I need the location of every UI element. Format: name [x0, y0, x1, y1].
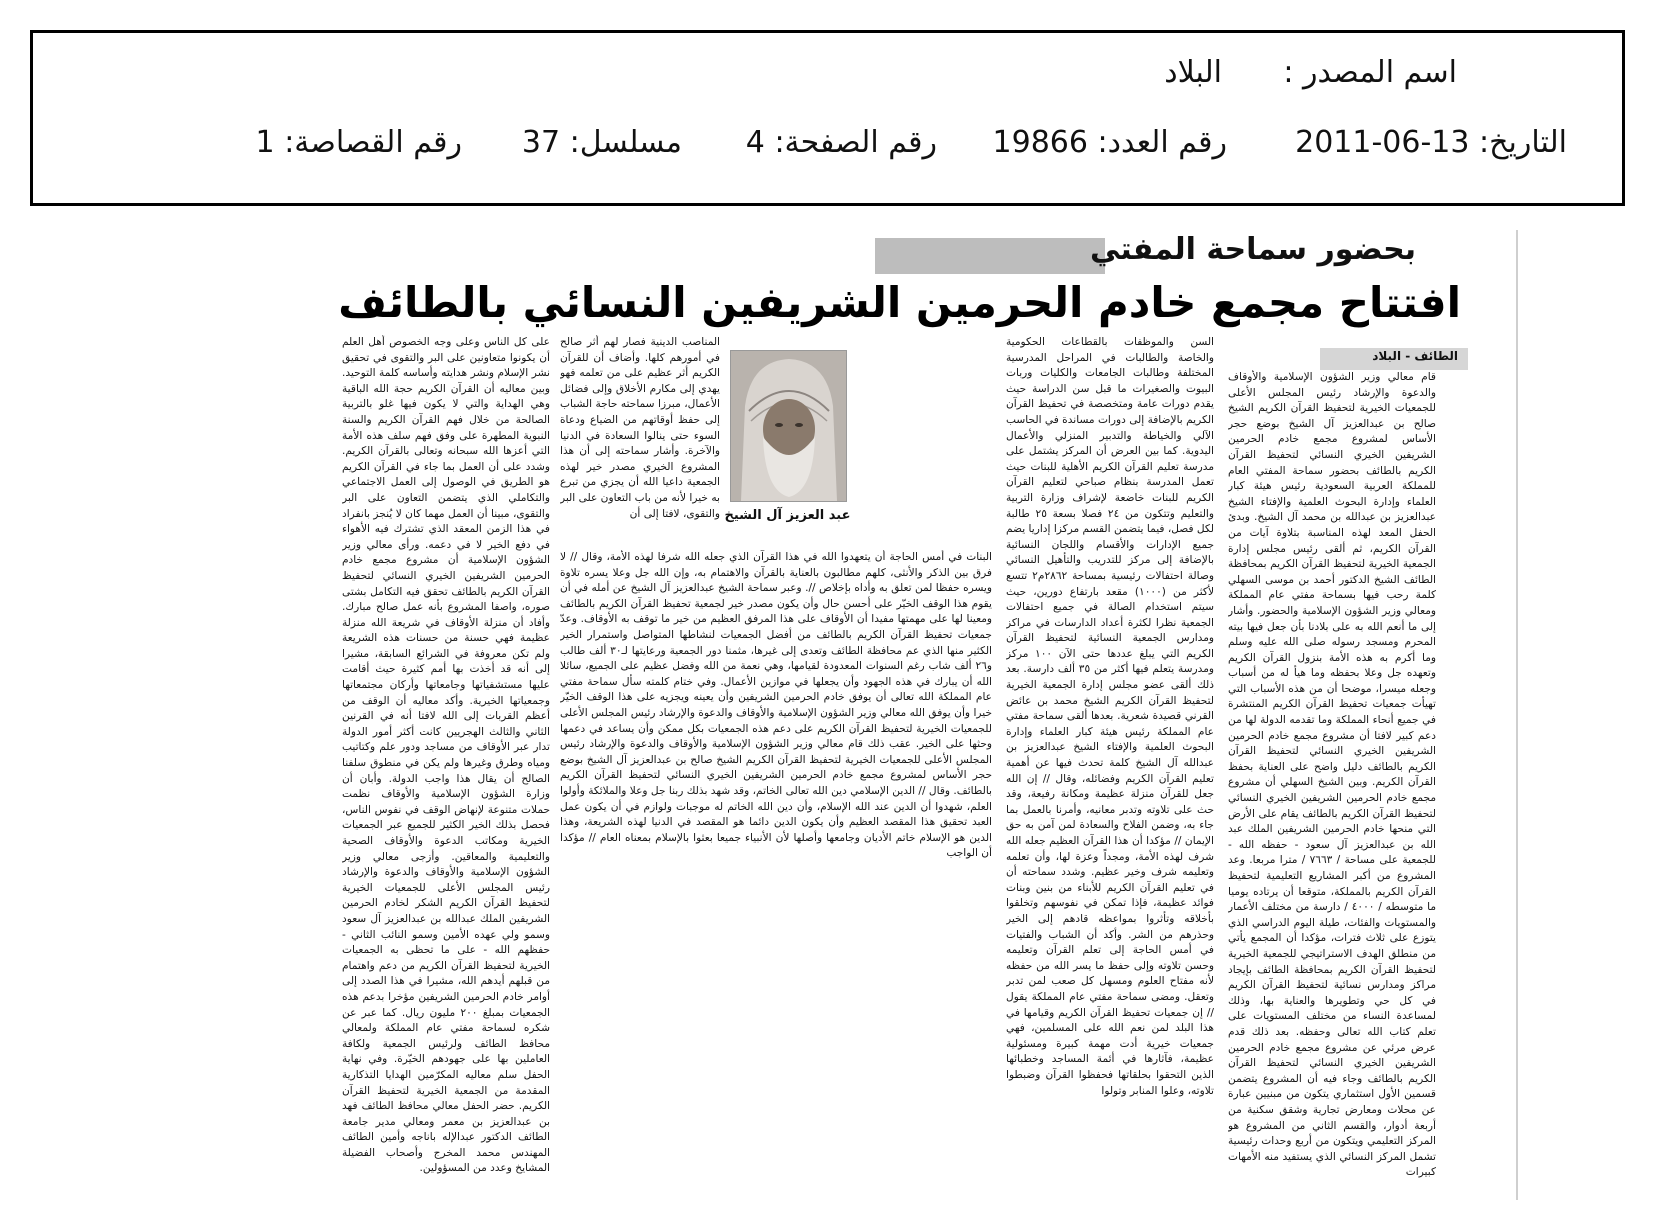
- photo-caption: عبد العزيز آل الشيخ: [724, 508, 851, 523]
- article-kicker: بحضور سماحة المفتي: [1090, 232, 1416, 267]
- newspaper-clipping: [338, 230, 1518, 1200]
- article-column-2: السن والموظفات بالقطاعات الحكومية والخاصة والطالبات في المراحل المدرسية المختلفة وطالبات الجامعات والكليات وربات البيوت والصغيرات ما قبل سن الدراسة حيث يقدم دورات عامة ومتخصصة في تحفيظ القرآن الكريم بالإضافة إلى دورات مساندة في الحاسب الآلي والخياطة والتدبير المنزلي والأعمال اليدوية. كما بين العرض أن المركز يشتمل على مدرسة تعليم القرآن الكريم الأهلية للبنات حيث تعمل المدرسة بنظام صباحي لتعليم القرآن الكريم للبنات خاضعة لإشراف وزارة التربية والتعليم وتتكون من ٢٤ فصلا بسعة ٢٥ طالبة لكل فصل، فيما يتضمن القسم مركزا إداريا يضم جميع الإدارات والأقسام واللجان النسائية بالإضافة إلى مركز للتدريب والتأهيل النسائي وصالة احتفالات رئيسية بمساحة ٢٨٦٢م٢ تتسع لأكثر من (١٠٠٠) مقعد بارتفاع دورين، حيث سيتم استخدام الصالة في جميع احتفالات الجمعية نظرا لكثرة أعداد الدارسات في مراكز ومدارس الجمعية النسائية لتحفيظ القرآن الكريم التي يبلغ عددها حتى الآن ١٠٠ مركز ومدرسة يتعلم فيها أكثر من ٣٥ ألف دارسة. بعد ذلك ألقى عضو مجلس إدارة الجمعية الخيرية لتحفيظ القرآن الكريم الشيخ محمد بن عائض القرني قصيدة شعرية. بعدها ألقى سماحة مفتي عام المملكة رئيس هيئة كبار العلماء وإدارة البحوث العلمية والإفتاء الشيخ عبدالعزيز بن عبدالله آل الشيخ كلمة تحدث فيها عن أهمية تعليم القرآن الكريم وفضائله، وقال // إن الله جعل للقرآن منزلة عظيمة ومكانة رفيعة، وقد حث على تلاوته وتدبر معانيه، وأمرنا بالعمل بما جاء به، وضمن الفلاح والسعادة لمن آمن به حق الإيمان // مؤكدا أن هذا القرآن العظيم جعله الله شرف لهذه الأمة، ومجداً وعزة لها، وأن تعلمه وتعليمه شرف وخير عظيم. وشدد سماحته أن في تعليم القرآن الكريم للأبناء من بنين وبنات فوائد عظيمة، فإذا تمكن في نفوسهم وتخلقوا بأخلاقه وتأثروا بمواعظه قادهم إلى الخير وحذرهم من الشر. وأكد أن الشباب والفتيات في أمس الحاجة إلى تعلم القرآن وتعليمه وحسن تلاوته وإلى حفظ ما يسر الله من حفظه لأنه مفتاح العلوم ومسهل كل صعب لمن تدبر وتعقل. ومضى سماحة مفتي عام المملكة يقول // إن جمعيات تحفيظ القرآن الكريم وقيامها في هذا البلد لمن نعم الله على المسلمين، فهي جمعيات خيرية أدت مهمة كبيرة ومسئولية عظيمة، فآثارها في أئمة المساجد وخطبائها الذين التحقوا بحلقاتها فحفظوا القرآن وضبطوا تلاوته، وعلوا المنابر وتولوا: [1006, 336, 1214, 1097]
- date-label: التاريخ:: [1479, 125, 1567, 160]
- kicker-highlight: [875, 238, 1105, 274]
- article-column-4: المناصب الدينية فصار لهم أثر صالح في أمورهم كلها. وأضاف أن للقرآن الكريم أثر عظيم على من تعلمه فهو يهدي إلى مكارم الأخلاق وإلى فضائل الأعمال، مبرزا سماحته حاجة الشباب إلى حفظ أوقاتهم من الضياع ودعاة السوء حتى ينالوا السعادة في الدنيا والآخرة. وأشار سماحته إلى أن هذا المشروع الخيري مصدر خير لهذه الجمعية داعيا الله أن يجزي من تبرع به خيرا لأنه من باب التعاون على البر والتقوى، لافتا إلى أن: [560, 336, 720, 520]
- source-value: البلاد: [1164, 55, 1222, 90]
- issue-label: رقم العدد:: [1097, 125, 1227, 160]
- article-column-1: قام معالي وزير الشؤون الإسلامية والأوقاف والدعوة والإرشاد رئيس المجلس الأعلى للجمعيات الخيرية لتحفيظ القرآن الكريم الشيخ صالح بن عبدالعزيز آل الشيخ بوضع حجر الأساس لمشروع مجمع خادم الحرمين الشريفين الخيري النسائي لتحفيظ القرآن الكريم بالطائف بحضور سماحة المفتي العام للمملكة العربية السعودية رئيس هيئة كبار العلماء وإدارة البحوث العلمية والإفتاء الشيخ عبدالعزيز بن عبدالله بن محمد آل الشيخ. وبدئ الحفل المعد لهذه المناسبة بتلاوة آيات من القرآن الكريم، ثم ألقى رئيس مجلس إدارة الجمعية الخيرية لتحفيظ القرآن الكريم بمحافظة الطائف الشيخ الدكتور أحمد بن موسى السهلي كلمة رحب فيها بسماحة مفتي عام المملكة ومعالي وزير الشؤون الإسلامية والحضور. وأشار إلى ما أنعم الله به على بلادنا بأن جعل فيها بيته المحرم ومسجد رسوله صلى الله عليه وسلم وما أكرم به هذه الأمة بنزول القرآن الكريم وتعهده جل وعلا بحفظه وما هيأ له من أسباب وجعله ميسرا، موضحا أن من هذه الأسباب التي تهيأت جمعيات تحفيظ القرآن الكريم المنتشرة في جميع أنحاء المملكة وما تقدمه الدولة لها من دعم كبير لافتا أن مشروع مجمع خادم الحرمين الشريفين الخيري النسائي لتحفيظ القرآن الكريم بالطائف دليل واضح على العناية بحفظ القرآن الكريم. وبين الشيخ السهلي أن مشروع مجمع خادم الحرمين الشريفين الخيري النسائي لتحفيظ القرآن الكريم بالطائف يقام على الأرض التي منحها خادم الحرمين الشريفين الملك عبد الله بن عبدالعزيز آل سعود - حفظه الله - للجمعية على مساحة / ٧٦٦٣ / مترا مربعا. وعد المشروع من أكبر المشاريع التعليمية لتحفيظ القرآن الكريم بالمملكة، متوقعا أن يرتاده يوميا ما متوسطه / ٤٠٠٠ / دارسة من مختلف الأعمار والمستويات والفئات، طيلة اليوم الدراسي الذي يتوزع على ثلاث فترات، مؤكدا أن المجمع يأتي من منطلق الهدف الاستراتيجي للجمعية الخيرية لتحفيظ القرآن الكريم بمحافظة الطائف بإيجاد مراكز ومدارس نسائية لتحفيظ القرآن الكريم في كل حي وتطويرها والعناية بها، وذلك لمساعدة النساء من مختلف المستويات على تعلم كتاب الله تعالى وحفظه. بعد ذلك قدم عرض مرئي عن مشروع مجمع خادم الحرمين الشريفين الخيري النسائي لتحفيظ القرآن الكريم بالطائف وجاء فيه أن المشروع يتضمن قسمين الأول استثماري يتكون من مبنيين عبارة عن محلات ومعارض تجارية وشقق سكنية من أربعة أدوار، والقسم الثاني من المشروع هو المركز التعليمي ويتكون من أربع وحدات رئيسية تشمل المركز النسائي الذي يستفيد منه الأمهات كبيرات: [1228, 371, 1436, 1179]
- issue-value: 19866: [992, 125, 1088, 160]
- article-dateline: الطائف - البلاد: [1372, 349, 1458, 363]
- page-label: رقم الصفحة:: [774, 125, 937, 160]
- date-value: 2011-06-13: [1295, 125, 1470, 160]
- article-column-3: البنات في أمس الحاجة أن يتعهدوا الله في هذا القرآن الذي جعله الله شرفا لهذه الأمة، وقال // لا فرق بين الذكر والأنثى، كلهم مطالبون بالعناية بالقرآن والاهتمام به، وإن الله جل وعلا يسره تلاوة ويسره حفظا لمن تعلق به وأداه بإخلاص //. وعبر سماحة الشيخ عبدالعزيز آل الشيخ عن أمله في أن يقوم هذا الوقف الخيّر على أحسن حال وأن يكون مصدر خير لجمعية تحفيظ القرآن الكريم بالطائف ومعينا لها على مهمتها مفيدا أن الأوقاف على هذا المرفق العظيم من خير ما توقف به الأوقاف. وعدّ جمعيات تحفيظ القرآن الكريم بالطائف من أفضل الجمعيات لنشاطها المتواصل واستمرار الخير الكثير منها الذي عم محافظة الطائف وتعدى إلى غيرها، مثمنا دور الجمعية ورعايتها لـ٣٠ ألف طالب و٢٦ ألف شاب رغم السنوات المعدودة لقيامها، وهي نعمة من الله وفضل عظيم على الجميع، سائلا الله أن يبارك في هذه الجهود وأن يجعلها في موازين الأعمال. وفي ختام كلمته سأل سماحة مفتي عام المملكة الله تعالى أن يوفق خادم الحرمين الشريفين وأن يعينه ويجزيه على هذا الوقف الخيّر خيرا وأن يوفق الله معالي وزير الشؤون الإسلامية والأوقاف والدعوة والإرشاد رئيس المجلس الأعلى للجمعيات الخيرية لتحفيظ القرآن الكريم على دعم هذه الجمعيات بكل ممكن وأن يساعد في دعمها وحثها على الخير. عقب ذلك قام معالي وزير الشؤون الإسلامية والأوقاف والدعوة والإرشاد رئيس المجلس الأعلى للجمعيات الخيرية لتحفيظ القرآن الكريم الشيخ صالح بن عبدالعزيز آل الشيخ بوضع حجر الأساس لمشروع مجمع خادم الحرمين الشريفين الخيري النسائي لتحفيظ القرآن الكريم بالطائف. وقال // الدين الإسلامي دين الله تعالى الخاتم، وقد شهد بذلك ربنا جل وعلا والملائكة وأولوا العلم، شهدوا أن الدين عند الله الإسلام، وأن دين الله الخاتم له موجبات ولوازم في أن يكون عمل العبد تحقيق هذا المقصد العظيم وأن يكون الدين دائما هو المقصد في الدنيا لهذه الشريعة، وهذا الدين هو الإسلام خاتم الأديان وجامعها وأصلها لأن الأنبياء جميعا بعثوا بالإسلام بمعناه العام // مؤكدا أن الواجب: [560, 551, 992, 860]
- article-column-5: على كل الناس وعلى وجه الخصوص أهل العلم أن يكونوا متعاونين على البر والتقوى في تحقيق نشر الإسلام ونشر هدايته وأساسه كلمة التوحيد. وبين معاليه أن القرآن الكريم حجة الله الباقية وهي الهداية والتي لا يكون فيها غلو بالتربية الصالحة من خلال فهم القرآن الكريم والسنة النبوية المطهرة على وفق فهم سلف هذه الأمة التي أعزها الله سبحانه وتعالى بالقرآن الكريم. وشدد على أن العمل بما جاء في القرآن الكريم هو الطريق في الوصول إلى العمل الاجتماعي والتكاملي الذي يتضمن التعاون على البر والتقوى، مبينا أن العمل مهما كان لا يُنجز بانفراد في هذا الزمن المعقد الذي تشترك فيه الأهواء في دفع الخير لا في دعمه. ورأى معالي وزير الشؤون الإسلامية أن مشروع مجمع خادم الحرمين الشريفين الخيري النسائي لتحفيظ القرآن الكريم بالطائف تحقق فيه التكامل بشتى صوره، واصفا المشروع بأنه عمل صالح مبارك. وأفاد أن منزلة الأوقاف في شريعة الله منزلة عظيمة فهي حسنة من حسنات هذه الشريعة ولم تكن معروفة في الشرائع السابقة، مشيرا إلى أنه قد أخذت بها أمم كثيرة حيث أقامت عليها مستشفياتها وجامعاتها وأركان مجتمعاتها وجمعياتها الخيرية. وأكد معاليه أن الوقف من أعظم القربات إلى الله لافتا أنه في القرنين الثاني والثالث الهجريين كانت أكثر أمور الدولة تدار عبر الأوقاف من مساجد ودور علم وكتاتيب ومياه وطرق وغيرها ولم يكن في منطوق سلفنا الصالح أن يقال هذا واجب الدولة. وأبان أن وزارة الشؤون الإسلامية والأوقاف نظمت حملات متنوعة لإنهاض الوقف في نفوس الناس، فحصل بذلك الخير الكثير للجميع عبر الجمعيات الخيرية ومكاتب الدعوة والأوقاف الصحية والتعليمية والمعاقين. وأزجى معالي وزير الشؤون الإسلامية والأوقاف والدعوة والإرشاد رئيس المجلس الأعلى للجمعيات الخيرية لتحفيظ القرآن الكريم الشكر لخادم الحرمين الشريفين الملك عبدالله بن عبدالعزيز آل سعود وسمو ولي عهده الأمين وسمو النائب الثاني - حفظهم الله - على ما تحظى به الجمعيات الخيرية لتحفيظ القرآن الكريم من دعم واهتمام من قبلهم أيدهم الله، مشيرا في هذا الصدد إلى أوامر خادم الحرمين الشريفين مؤخرا بدعم هذه الجمعيات بمبلغ ٢٠٠ مليون ريال. كما عبر عن شكره لسماحة مفتي عام المملكة ولمعالي محافظ الطائف ولرئيس الجمعية ولكافة العاملين بها على جهودهم الخيّرة. وفي نهاية الحفل سلم معاليه المكرّمين الهدايا التذكارية المقدمة من الجمعية الخيرية لتحفيظ القرآن الكريم. حضر الحفل معالي محافظ الطائف فهد بن عبدالعزيز بن معمر ومعالي مدير جامعة الطائف الدكتور عبدالإله باناجه وأمين الطائف المهندس محمد المخرج وأصحاب الفضيلة المشايخ وعدد من المسؤولين.: [342, 336, 550, 1175]
- serial-value: 37: [521, 125, 561, 160]
- clip-number-label: رقم القصاصة:: [284, 125, 462, 160]
- mufti-portrait-photo: [730, 350, 847, 502]
- clip-number-value: 1: [255, 125, 275, 160]
- serial-label: مسلسل:: [569, 125, 682, 160]
- clipping-metadata-box: [30, 30, 1625, 206]
- source-label: اسم المصدر :: [1283, 55, 1457, 90]
- page-value: 4: [745, 125, 765, 160]
- article-headline: افتتاح مجمع خادم الحرمين الشريفين النسائي بالطائف: [338, 278, 1461, 327]
